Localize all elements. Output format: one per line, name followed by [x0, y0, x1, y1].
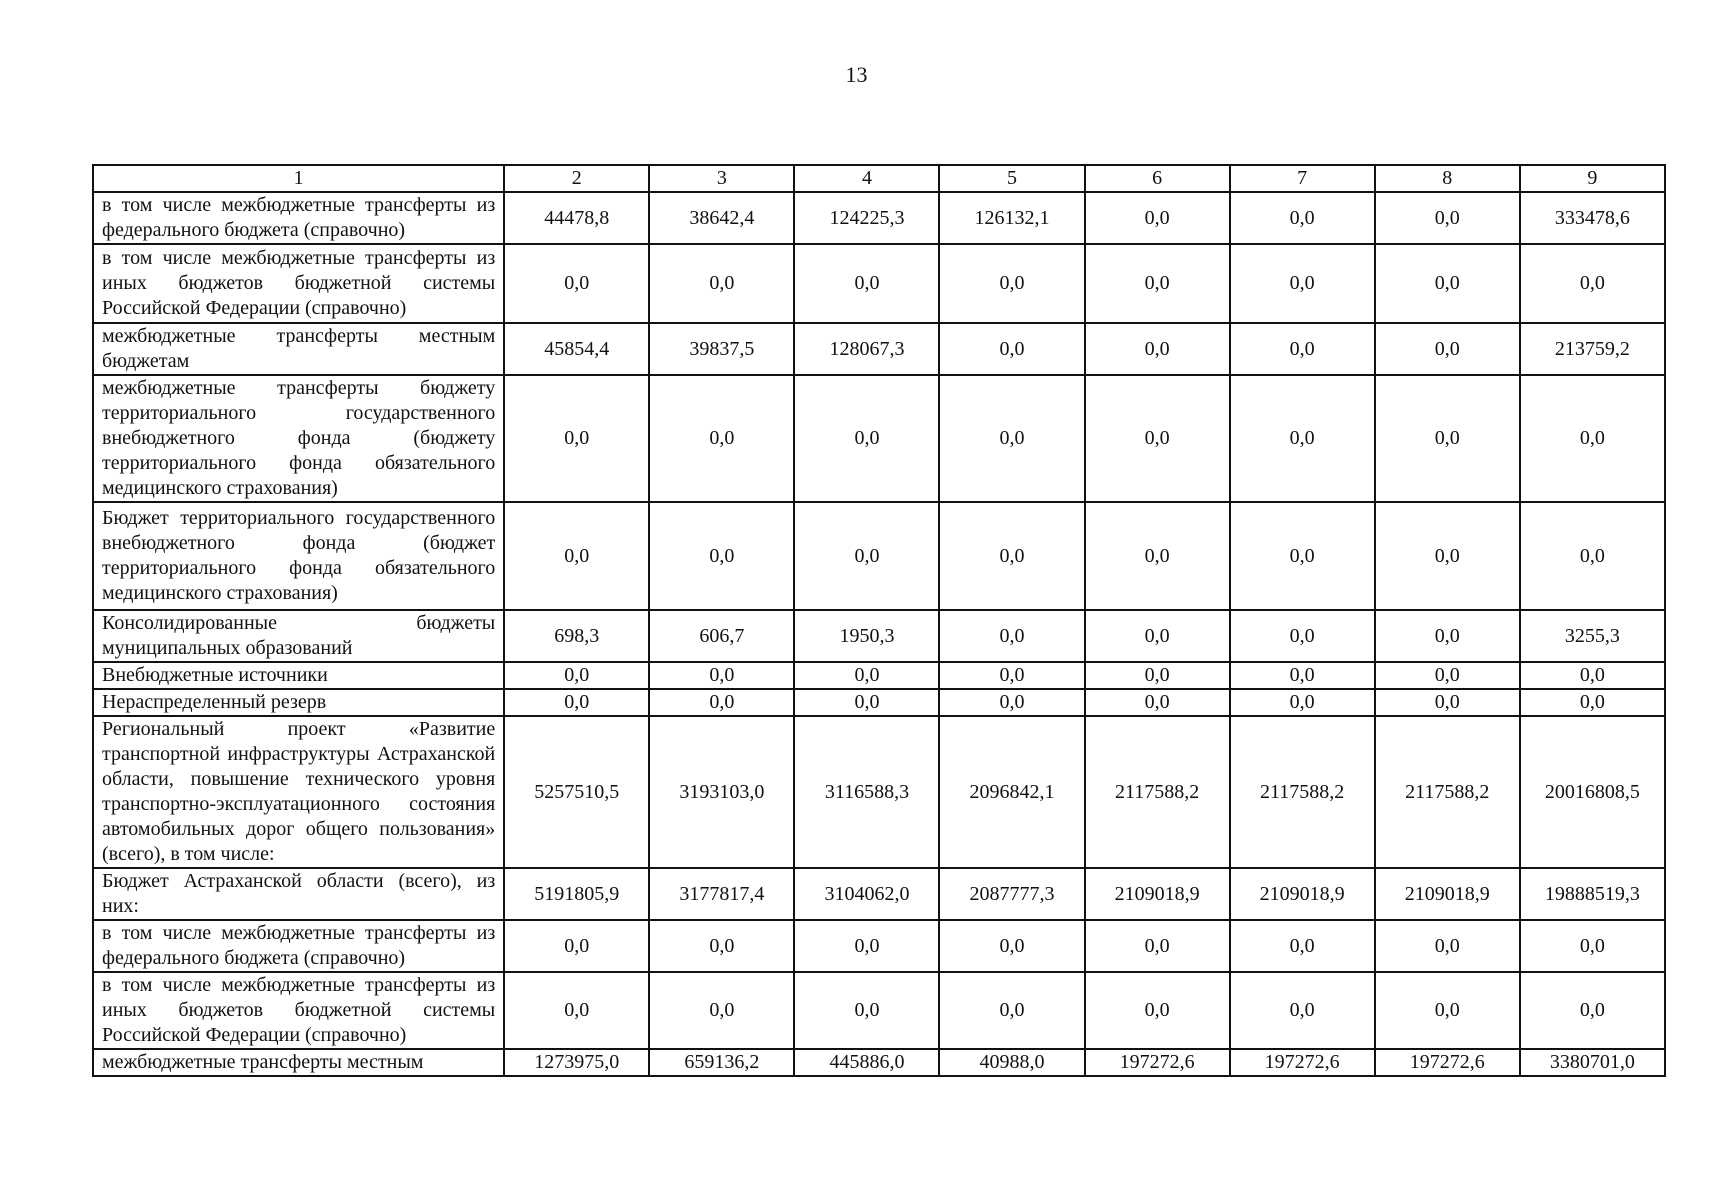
value-cell: 0,0 — [649, 662, 794, 689]
row-label-cell: Региональный проект «Развитие транспортной инфраструктуры Астраханской области, повышение технического уровня транспортно-эксплуатационного состояния автомобильных дорог общего пользования» (всего), в том числе: — [93, 716, 504, 868]
value-cell: 0,0 — [649, 502, 794, 610]
value-cell: 19888519,3 — [1520, 868, 1665, 920]
value-cell: 0,0 — [939, 375, 1084, 502]
value-cell: 0,0 — [939, 662, 1084, 689]
row-label-cell: Бюджет Астраханской области (всего), из них: — [93, 868, 504, 920]
value-cell: 2087777,3 — [939, 868, 1084, 920]
column-number-cell: 1 — [93, 165, 504, 192]
value-cell: 0,0 — [1375, 610, 1520, 662]
value-cell: 0,0 — [504, 662, 649, 689]
value-cell: 0,0 — [794, 244, 939, 323]
row-label-cell: Бюджет территориального государственного внебюджетного фонда (бюджет территориального фонда обязательного медицинского страхования) — [93, 502, 504, 610]
value-cell: 0,0 — [649, 689, 794, 716]
column-number-row — [93, 165, 1665, 192]
value-cell: 0,0 — [1375, 192, 1520, 244]
value-cell: 1273975,0 — [504, 1049, 649, 1076]
value-cell: 2117588,2 — [1085, 716, 1230, 868]
value-cell: 0,0 — [1230, 972, 1375, 1049]
value-cell: 2117588,2 — [1375, 716, 1520, 868]
value-cell: 0,0 — [1230, 323, 1375, 375]
column-number-cell: 6 — [1085, 165, 1230, 192]
value-cell: 0,0 — [1230, 502, 1375, 610]
value-cell: 0,0 — [1375, 662, 1520, 689]
value-cell: 0,0 — [1520, 662, 1665, 689]
table-row — [93, 375, 1665, 502]
table-row — [93, 662, 1665, 689]
table-row — [93, 244, 1665, 323]
column-number-cell: 4 — [794, 165, 939, 192]
value-cell: 606,7 — [649, 610, 794, 662]
value-cell: 2109018,9 — [1375, 868, 1520, 920]
value-cell: 0,0 — [1085, 972, 1230, 1049]
value-cell: 197272,6 — [1230, 1049, 1375, 1076]
value-cell: 0,0 — [1230, 244, 1375, 323]
table-row — [93, 502, 1665, 610]
page-number: 13 — [845, 62, 868, 87]
row-label-cell: в том числе межбюджетные трансферты из федерального бюджета (справочно) — [93, 192, 504, 244]
value-cell: 0,0 — [1230, 920, 1375, 972]
value-cell: 38642,4 — [649, 192, 794, 244]
value-cell: 0,0 — [1375, 920, 1520, 972]
table-row — [93, 610, 1665, 662]
column-number-cell: 9 — [1520, 165, 1665, 192]
column-number-cell: 3 — [649, 165, 794, 192]
value-cell: 0,0 — [1375, 244, 1520, 323]
value-cell: 0,0 — [939, 610, 1084, 662]
value-cell: 5191805,9 — [504, 868, 649, 920]
value-cell: 0,0 — [1230, 610, 1375, 662]
value-cell: 3177817,4 — [649, 868, 794, 920]
value-cell: 0,0 — [504, 920, 649, 972]
value-cell: 0,0 — [1375, 375, 1520, 502]
table-row — [93, 689, 1665, 716]
row-label-cell: Консолидированные бюджеты муниципальных образований — [93, 610, 504, 662]
value-cell: 0,0 — [504, 689, 649, 716]
value-cell: 0,0 — [1085, 375, 1230, 502]
value-cell: 0,0 — [1375, 323, 1520, 375]
value-cell: 45854,4 — [504, 323, 649, 375]
value-cell: 0,0 — [1520, 375, 1665, 502]
table-row — [93, 716, 1665, 868]
value-cell: 3104062,0 — [794, 868, 939, 920]
row-label-cell: Внебюджетные источники — [93, 662, 504, 689]
table-row — [93, 192, 1665, 244]
value-cell: 0,0 — [1520, 689, 1665, 716]
value-cell: 0,0 — [649, 375, 794, 502]
value-cell: 0,0 — [1085, 610, 1230, 662]
column-number-cell: 2 — [504, 165, 649, 192]
value-cell: 0,0 — [1520, 244, 1665, 323]
value-cell: 3255,3 — [1520, 610, 1665, 662]
budget-table — [92, 164, 1666, 1077]
table-row — [93, 972, 1665, 1049]
value-cell: 445886,0 — [794, 1049, 939, 1076]
table-row — [93, 323, 1665, 375]
value-cell: 2109018,9 — [1230, 868, 1375, 920]
value-cell: 0,0 — [939, 502, 1084, 610]
value-cell: 40988,0 — [939, 1049, 1084, 1076]
value-cell: 0,0 — [649, 972, 794, 1049]
table-body — [93, 165, 1665, 1076]
value-cell: 698,3 — [504, 610, 649, 662]
value-cell: 3116588,3 — [794, 716, 939, 868]
value-cell: 44478,8 — [504, 192, 649, 244]
table-row — [93, 920, 1665, 972]
value-cell: 0,0 — [1230, 192, 1375, 244]
value-cell: 0,0 — [1085, 323, 1230, 375]
value-cell: 0,0 — [1375, 972, 1520, 1049]
value-cell: 0,0 — [794, 662, 939, 689]
value-cell: 333478,6 — [1520, 192, 1665, 244]
value-cell: 3193103,0 — [649, 716, 794, 868]
value-cell: 0,0 — [939, 323, 1084, 375]
value-cell: 0,0 — [794, 972, 939, 1049]
value-cell: 197272,6 — [1375, 1049, 1520, 1076]
value-cell: 126132,1 — [939, 192, 1084, 244]
row-label-cell: в том числе межбюджетные трансферты из федерального бюджета (справочно) — [93, 920, 504, 972]
value-cell: 2117588,2 — [1230, 716, 1375, 868]
value-cell: 20016808,5 — [1520, 716, 1665, 868]
value-cell: 0,0 — [1085, 502, 1230, 610]
value-cell: 0,0 — [1520, 920, 1665, 972]
row-label-cell: межбюджетные трансферты бюджету территориального государственного внебюджетного фонда (бюджету территориального фонда обязательного медицинского страхования) — [93, 375, 504, 502]
value-cell: 0,0 — [1085, 689, 1230, 716]
row-label-cell: Нераспределенный резерв — [93, 689, 504, 716]
value-cell: 39837,5 — [649, 323, 794, 375]
value-cell: 0,0 — [939, 244, 1084, 323]
value-cell: 0,0 — [794, 375, 939, 502]
value-cell: 0,0 — [1520, 972, 1665, 1049]
row-label-cell: межбюджетные трансферты местным бюджетам — [93, 323, 504, 375]
value-cell: 2096842,1 — [939, 716, 1084, 868]
value-cell: 0,0 — [504, 972, 649, 1049]
value-cell: 124225,3 — [794, 192, 939, 244]
value-cell: 0,0 — [504, 502, 649, 610]
value-cell: 0,0 — [794, 920, 939, 972]
table-row — [93, 868, 1665, 920]
row-label-cell: межбюджетные трансферты местным — [93, 1049, 504, 1076]
value-cell: 1950,3 — [794, 610, 939, 662]
value-cell: 0,0 — [1375, 502, 1520, 610]
table-row — [93, 1049, 1665, 1076]
value-cell: 3380701,0 — [1520, 1049, 1665, 1076]
value-cell: 128067,3 — [794, 323, 939, 375]
column-number-cell: 8 — [1375, 165, 1520, 192]
value-cell: 0,0 — [794, 502, 939, 610]
value-cell: 0,0 — [1230, 375, 1375, 502]
value-cell: 2109018,9 — [1085, 868, 1230, 920]
value-cell: 659136,2 — [649, 1049, 794, 1076]
value-cell: 0,0 — [649, 244, 794, 323]
value-cell: 0,0 — [939, 972, 1084, 1049]
value-cell: 213759,2 — [1520, 323, 1665, 375]
value-cell: 197272,6 — [1085, 1049, 1230, 1076]
value-cell: 5257510,5 — [504, 716, 649, 868]
value-cell: 0,0 — [939, 920, 1084, 972]
value-cell: 0,0 — [1375, 689, 1520, 716]
value-cell: 0,0 — [1520, 502, 1665, 610]
value-cell: 0,0 — [649, 920, 794, 972]
value-cell: 0,0 — [1085, 244, 1230, 323]
row-label-cell: в том числе межбюджетные трансферты из иных бюджетов бюджетной системы Российской Федерации (справочно) — [93, 244, 504, 323]
value-cell: 0,0 — [1085, 920, 1230, 972]
value-cell: 0,0 — [1230, 689, 1375, 716]
column-number-cell: 5 — [939, 165, 1084, 192]
row-label-cell: в том числе межбюджетные трансферты из иных бюджетов бюджетной системы Российской Федерации (справочно) — [93, 972, 504, 1049]
value-cell: 0,0 — [1085, 662, 1230, 689]
value-cell: 0,0 — [504, 375, 649, 502]
value-cell: 0,0 — [794, 689, 939, 716]
column-number-cell: 7 — [1230, 165, 1375, 192]
value-cell: 0,0 — [939, 689, 1084, 716]
value-cell: 0,0 — [1085, 192, 1230, 244]
value-cell: 0,0 — [1230, 662, 1375, 689]
value-cell: 0,0 — [504, 244, 649, 323]
